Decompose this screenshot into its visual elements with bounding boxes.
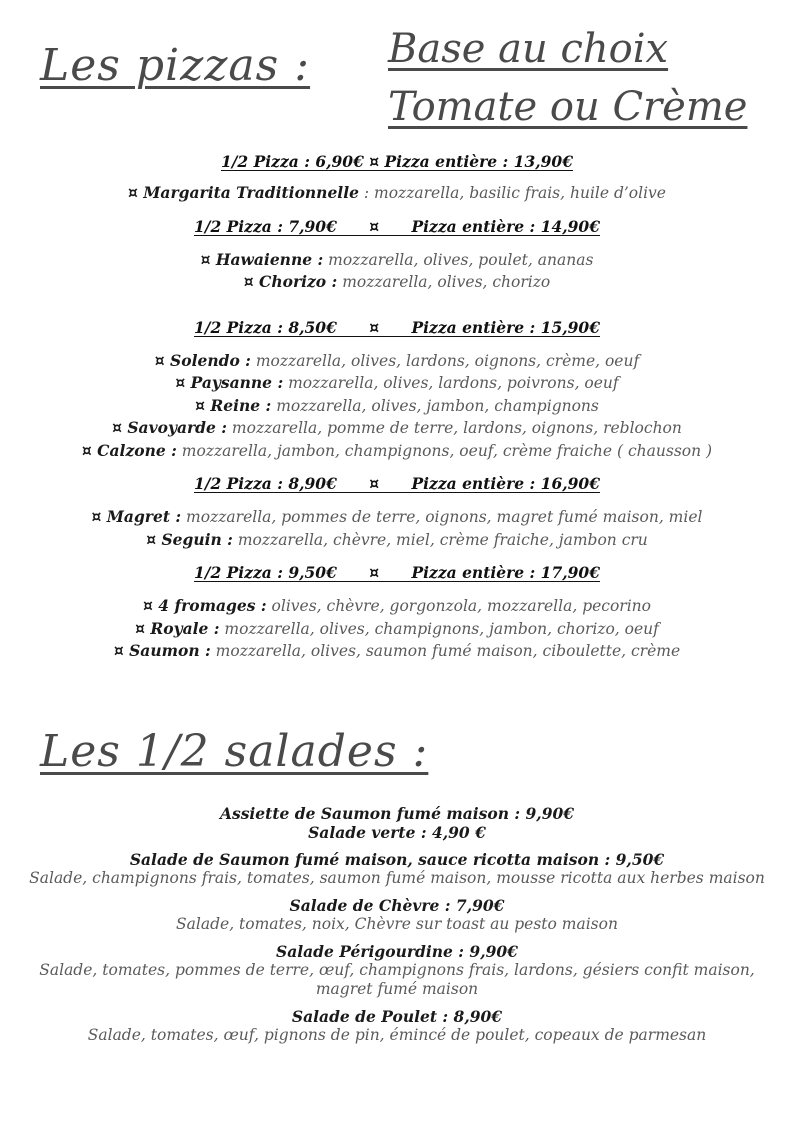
price-group-5: 1/2 Pizza : 9,50€ ¤ Pizza entière : 17,90€	[194, 563, 600, 582]
pizza-item: ¤ Magret : mozzarella, pommes de terre, oignons, magret fumé maison, miel	[91, 507, 703, 526]
salad-title: Salade de Chèvre : 7,90€	[289, 896, 505, 915]
salad-title: Salade de Poulet : 8,90€	[291, 1007, 503, 1026]
salad-description: Salade, tomates, œuf, pignons de pin, émincé de poulet, copeaux de parmesan	[87, 1026, 707, 1044]
salad-title: Salade de Saumon fumé maison, sauce ricotta maison : 9,50€	[129, 850, 665, 869]
pizza-item: ¤ Hawaienne : mozzarella, olives, poulet, ananas	[200, 249, 594, 269]
pizza-item: ¤ Royale : mozzarella, olives, champignons, jambon, chorizo, oeuf	[135, 618, 659, 638]
price-group-3: 1/2 Pizza : 8,50€ ¤ Pizza entière : 15,90€	[194, 317, 600, 337]
price-group-4: 1/2 Pizza : 8,90€ ¤ Pizza entière : 16,90€	[194, 474, 600, 493]
pizza-item: ¤ Reine : mozzarella, olives, jambon, champignons	[195, 395, 599, 415]
pizza-item: ¤ Seguin : mozzarella, chèvre, miel, crème fraiche, jambon cru	[146, 529, 648, 549]
base-choice-line-1: Base au choix	[388, 26, 669, 72]
pizza-item: ¤ Calzone : mozzarella, jambon, champignons, oeuf, crème fraiche ( chausson )	[81, 440, 713, 460]
salad-description: Salade, champignons frais, tomates, saumon fumé maison, mousse ricotta aux herbes maison	[29, 869, 765, 887]
pizza-item: ¤ Saumon : mozzarella, olives, saumon fumé maison, ciboulette, crème	[113, 641, 681, 660]
pizza-item: ¤ Chorizo : mozzarella, olives, chorizo	[243, 272, 551, 291]
price-group-2: 1/2 Pizza : 7,90€ ¤ Pizza entière : 14,90€	[194, 216, 600, 236]
pizza-menu	[0, 152, 794, 663]
salad-description: Salade, tomates, pommes de terre, œuf, champignons frais, lardons, gésiers confit maison, magret fumé maison	[39, 961, 755, 998]
salad-verte: Salade verte : 4,90 €	[308, 823, 486, 842]
salad-assiette: Assiette de Saumon fumé maison : 9,90€	[219, 804, 575, 823]
salad-title: Salade Périgourdine : 9,90€	[276, 942, 518, 961]
salad-description: Salade, tomates, noix, Chèvre sur toast au pesto maison	[176, 915, 618, 933]
pizza-item: ¤ Paysanne : mozzarella, olives, lardons, poivrons, oeuf	[175, 373, 619, 392]
price-group-1: 1/2 Pizza : 6,90€ ¤ Pizza entière : 13,90€	[220, 152, 573, 171]
pizza-item: ¤ Solendo : mozzarella, olives, lardons, oignons, crème, oeuf	[154, 350, 640, 370]
pizzas-heading: Les pizzas :	[40, 40, 311, 91]
pizza-item: ¤ Savoyarde : mozzarella, pomme de terre, lardons, oignons, reblochon	[112, 418, 682, 437]
pizza-item: ¤ Margarita Traditionnelle : mozzarella, basilic frais, huile d’olive	[128, 183, 666, 202]
salad-menu	[0, 804, 794, 1045]
salads-heading: Les 1/2 salades :	[40, 726, 429, 777]
base-choice-line-2: Tomate ou Crème	[388, 84, 748, 130]
base-choice-heading	[388, 20, 747, 136]
pizza-item: ¤ 4 fromages : olives, chèvre, gorgonzola, mozzarella, pecorino	[143, 596, 651, 615]
